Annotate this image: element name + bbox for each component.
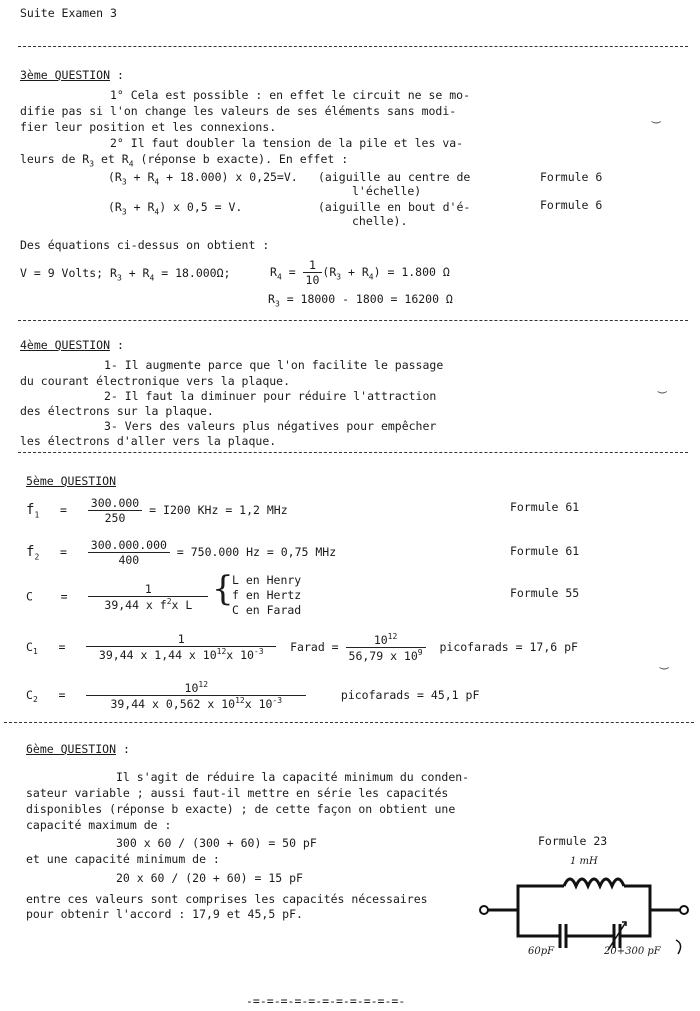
terminal-left <box>480 906 488 914</box>
formula-ref: Formule 61 <box>510 500 580 514</box>
q6-text: pour obtenir l'accord : 17,9 et 45,5 pF. <box>26 907 303 921</box>
margin-mark: ‿ <box>652 108 661 124</box>
q3-text: 1° Cela est possible : en effet le circuit ne se mo- <box>110 88 471 102</box>
q3-text: fier leur position et les connexions. <box>20 120 277 134</box>
q6-text: capacité maximum de : <box>26 818 172 832</box>
q5-c2: $C_2$ = $\frac{10^{12}}{39,44 x 0,562 x 10^{12}x 10^{-3}}$ picofarads = 45,1 pF <box>26 680 480 711</box>
lc-circuit-diagram <box>474 854 694 972</box>
q5-f2: $f_2$ = $\frac{300.000.000}{400}$ = 750.000 Hz = 0,75 MHz <box>26 538 337 567</box>
formula-ref: Formule 6 <box>540 170 603 184</box>
q4-text: les électrons d'aller vers la plaque. <box>20 434 277 448</box>
formula-ref: Formule 61 <box>510 544 580 558</box>
q3-title: 3ème QUESTION <box>20 68 111 82</box>
q6-calc: 20 x 60 / (20 + 60) = 15 pF <box>116 871 303 885</box>
q4-text: 2- Il faut la diminuer pour réduire l'attraction <box>104 389 437 403</box>
q4-text: du courant électronique vers la plaque. <box>20 374 291 388</box>
inductor-coil <box>564 879 624 886</box>
q3-result-r4: $R_4$ = $\frac{1}{10}$ $(R_3 + R_4) = 1.800$ Ω <box>270 258 450 287</box>
unit-line: C en Farad <box>232 603 302 617</box>
q4-text: 3- Vers des valeurs plus négatives pour empêcher <box>104 419 437 433</box>
q4-heading: 4ème QUESTION : <box>20 338 124 352</box>
capacitor-2-label: 20+300 pF <box>604 946 661 957</box>
formula-ref: Formule 23 <box>538 834 608 848</box>
q6-text: disponibles (réponse b exacte) ; de cette façon on obtient une <box>26 802 456 816</box>
q3-note: l'échelle) <box>352 184 422 198</box>
capacitor-1-label: 60pF <box>528 946 555 957</box>
formula-ref: Formule 55 <box>510 586 580 600</box>
q3-equation-1: $(R_3 + R_4 + 18.000)$ x 0,25=V. <box>108 170 298 187</box>
q3-note: (aiguille au centre de <box>318 170 471 184</box>
q3-equation-2: $(R_3 + R_4)$ x 0,5 = V. <box>108 200 243 217</box>
unit-line: f en Hertz <box>232 588 302 602</box>
divider <box>4 722 694 723</box>
q5-f1: $f_1$ = $\frac{300.000}{250}$ = I200 KHz = 1,2 MHz <box>26 496 288 525</box>
q3-text: leurs de $R_3$ et $R_4$ (réponse b exacte). En effet : <box>20 152 349 169</box>
terminal-right <box>680 906 688 914</box>
formula-ref: Formule 6 <box>540 198 603 212</box>
divider <box>18 320 688 321</box>
q6-heading: 6ème QUESTION : <box>26 742 130 756</box>
q4-text: 1- Il augmente parce que l'on facilite le passage <box>104 358 444 372</box>
divider <box>18 452 688 453</box>
unit-line: L en Henry <box>232 573 302 587</box>
q5-c-formula: C = $\frac{1}{39,44 x f^2x L}$ <box>26 582 208 612</box>
q3-text: 2° Il faut doubler la tension de la pile et les va- <box>110 136 464 150</box>
q6-calc: 300 x 60 / (300 + 60) = 50 pF <box>116 836 317 850</box>
q5-heading <box>26 474 116 488</box>
q6-title: 6ème QUESTION <box>26 742 117 756</box>
margin-mark: ‿ <box>658 378 667 394</box>
q4-text: des électrons sur la plaque. <box>20 404 214 418</box>
footer-divider: -=-=-=-=-=-=-=-=-=-=-=- <box>246 994 406 1008</box>
q5-title: 5ème QUESTION <box>26 474 117 488</box>
q3-note: chelle). <box>352 214 408 228</box>
q3-text: Des équations ci-dessus on obtient : <box>20 238 270 252</box>
q6-text: et une capacité minimum de : <box>26 852 220 866</box>
brace: { <box>212 569 234 609</box>
page-title: Suite Examen 3 <box>20 6 117 20</box>
q3-note: (aiguille en bout d'é- <box>318 200 471 214</box>
q3-result-r3: $R_3 = 18000 - 1800 = 16200$ Ω <box>268 292 453 309</box>
inductor-label: 1 mH <box>570 856 598 867</box>
q4-title: 4ème QUESTION <box>20 338 111 352</box>
q5-c1: $C_1$ = $\frac{1}{39,44 x 1,44 x 10^{12}x 10^{-3}}$ Farad = $\frac{10^{12}}{56,79 x 10^9}$ picofarads = 17,6 pF <box>26 632 578 663</box>
q3-heading: 3ème QUESTION : <box>20 68 124 82</box>
q6-text: sateur variable ; aussi faut-il mettre en série les capacités <box>26 786 449 800</box>
q6-text: Il s'agit de réduire la capacité minimum du conden- <box>116 770 470 784</box>
divider <box>18 46 688 47</box>
margin-mark: ‿ <box>660 654 669 670</box>
q6-text: entre ces valeurs sont comprises les capacités nécessaires <box>26 892 428 906</box>
q3-result-v: V = 9 Volts; $R_3 + R_4 = 18.000\Omega$; <box>20 266 231 283</box>
q3-text: difie pas si l'on change les valeurs de ses éléments sans modi- <box>20 104 457 118</box>
